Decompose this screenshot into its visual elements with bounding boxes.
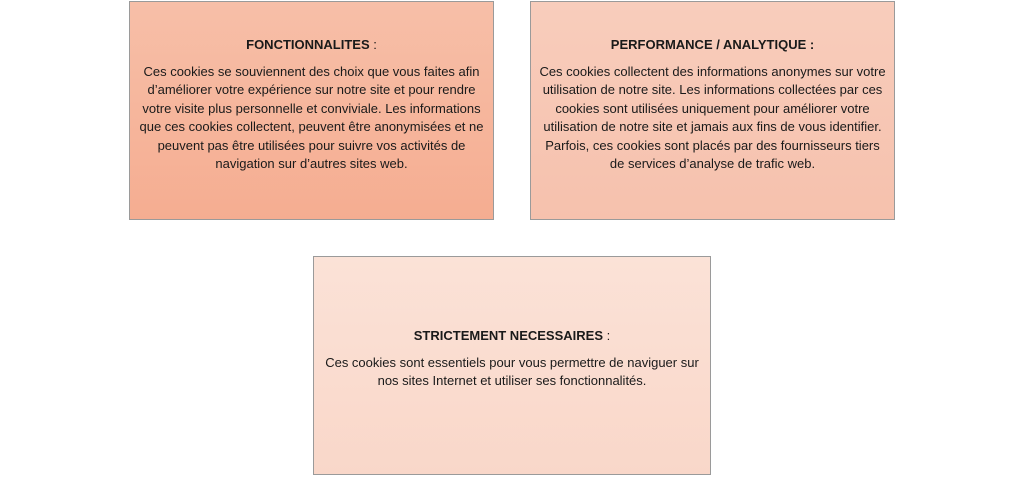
performance-text: Ces cookies collectent des informations anonymes sur votre utilisation de notre site. Les informations collectées par ces cookies sont utilisées uniquement pour améliorer votre utilisation de notre site et jamais aux fins de vous identifier. Parfois, ces cookies sont placés par des fournisseurs tiers de services d’analyse de trafic web. — [539, 63, 886, 171]
fonctionnalites-box — [129, 1, 494, 220]
strictement-necessaires-title: STRICTEMENT NECESSAIRES : — [413, 328, 611, 343]
strictement-necessaires-box — [313, 256, 711, 475]
performance-box — [530, 1, 895, 220]
fonctionnalites-text: Ces cookies se souviennent des choix que vous faites afin d’améliorer votre expérience sur notre site et pour rendre votre visite plus personnelle et conviviale. Les informations que ces cookies collectent, peuvent être anonymisées et ne peuvent pas être utilisées pour suivre vos activités de navigation sur d’autres sites web. — [139, 63, 484, 171]
performance-title: PERFORMANCE / ANALYTIQUE : — [610, 37, 815, 52]
strictement-necessaires-text: Ces cookies sont essentiels pour vous permettre de naviguer sur nos sites Internet et utiliser ses fonctionnalités. — [325, 354, 699, 388]
fonctionnalites-title: FONCTIONNALITES : — [246, 37, 377, 52]
